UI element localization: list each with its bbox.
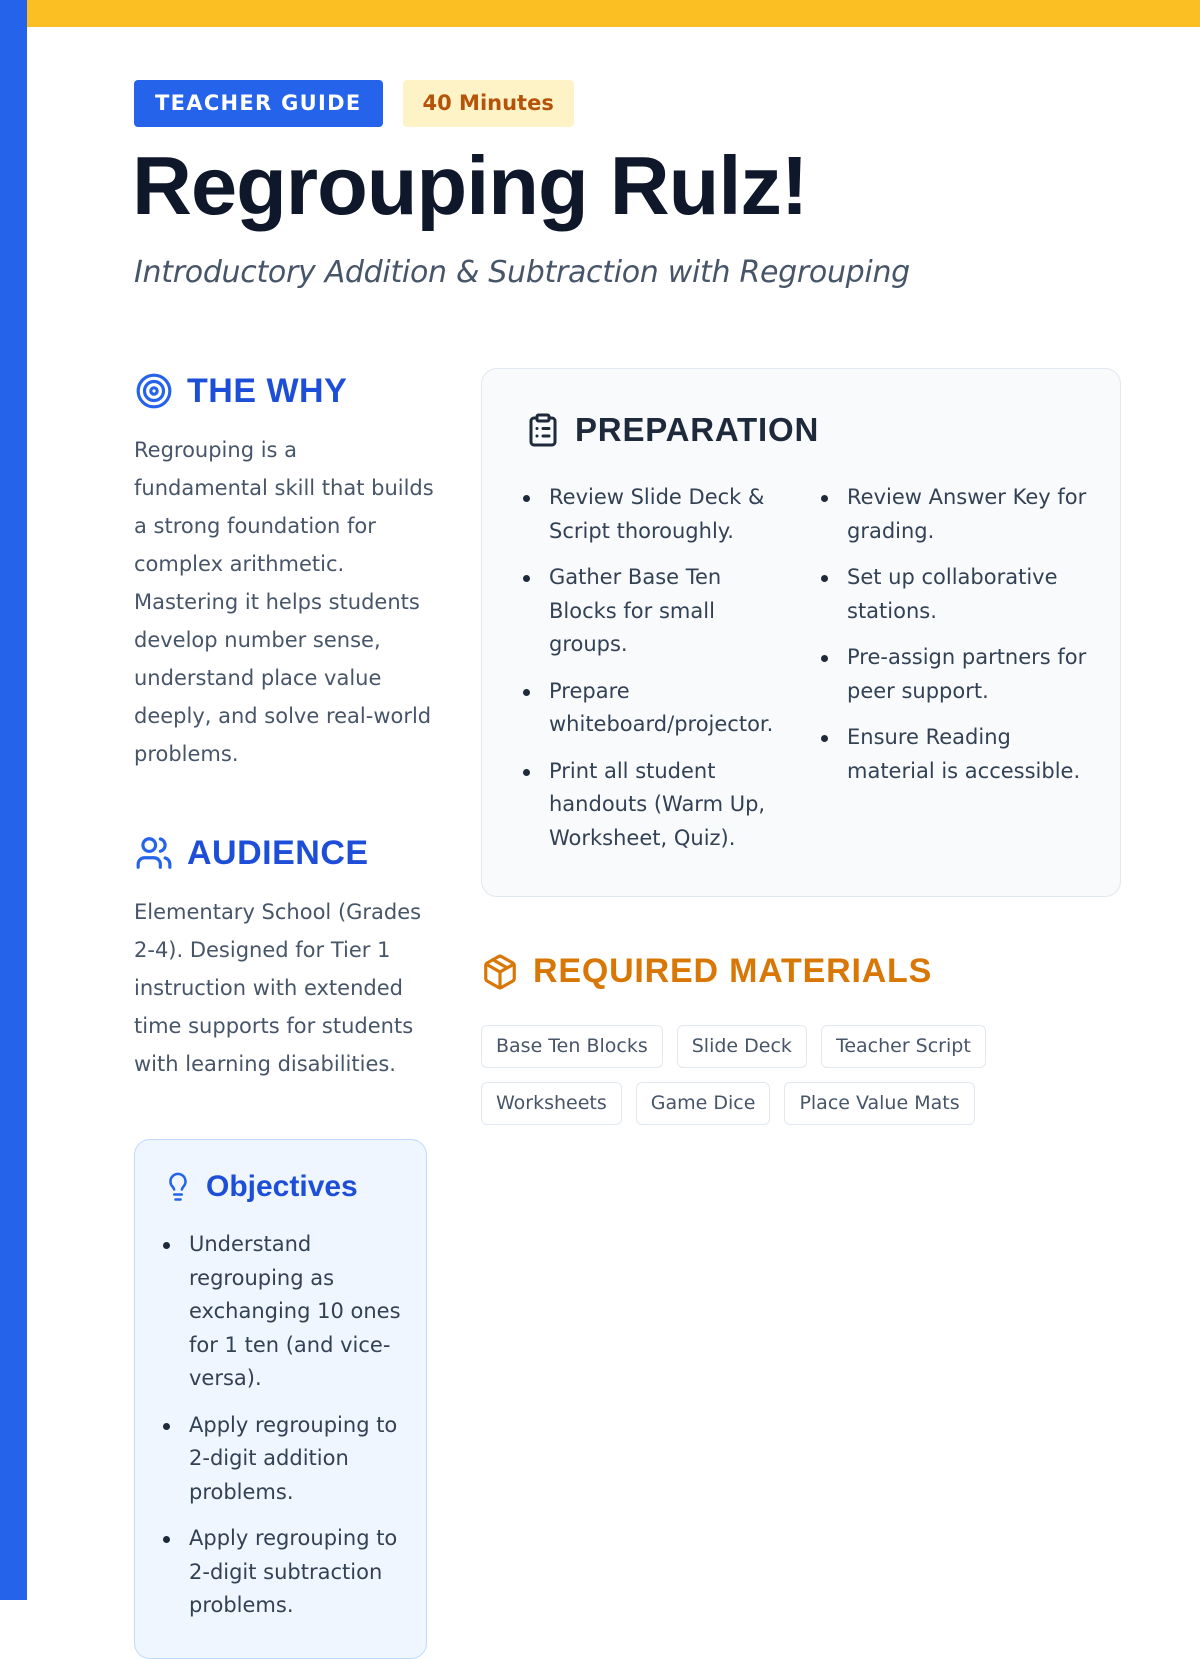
preparation-title: PREPARATION bbox=[575, 411, 820, 448]
teacher-guide-badge: TEACHER GUIDE bbox=[134, 80, 383, 127]
duration-badge: 40 Minutes bbox=[403, 80, 574, 127]
audience-heading bbox=[134, 833, 369, 873]
materials-tags bbox=[481, 1025, 1001, 1125]
preparation-list-left bbox=[549, 481, 789, 868]
list-item: Apply regrouping to 2-digit addition problems. bbox=[189, 1409, 409, 1510]
users-icon bbox=[134, 833, 174, 873]
preparation-heading bbox=[525, 411, 819, 449]
list-item: Prepare whiteboard/projector. bbox=[549, 675, 789, 742]
material-tag: Base Ten Blocks bbox=[481, 1025, 663, 1068]
list-item: Print all student handouts (Warm Up, Worksheet, Quiz). bbox=[549, 755, 789, 856]
material-tag: Slide Deck bbox=[677, 1025, 807, 1068]
objectives-card bbox=[134, 1139, 427, 1659]
left-accent-bar bbox=[0, 0, 27, 1600]
material-tag: Teacher Script bbox=[821, 1025, 986, 1068]
why-title: THE WHY bbox=[187, 371, 348, 410]
list-item: Set up collaborative stations. bbox=[847, 561, 1092, 628]
box-icon bbox=[481, 953, 519, 991]
audience-text: Elementary School (Grades 2-4). Designed for Tier 1 instruction with extended time supports for students with learning disabilities. bbox=[134, 900, 422, 1076]
materials-title: REQUIRED MATERIALS bbox=[533, 952, 933, 990]
list-item: Ensure Reading material is accessible. bbox=[847, 721, 1092, 788]
material-tag: Worksheets bbox=[481, 1082, 622, 1125]
list-item: Apply regrouping to 2-digit subtraction problems. bbox=[189, 1522, 409, 1623]
list-item: Gather Base Ten Blocks for small groups. bbox=[549, 561, 789, 662]
target-icon bbox=[134, 371, 174, 411]
header-badges bbox=[134, 80, 574, 127]
material-tag: Game Dice bbox=[636, 1082, 771, 1125]
why-heading bbox=[134, 371, 347, 411]
top-accent-bar bbox=[27, 0, 1200, 27]
page-subtitle: Introductory Addition & Subtraction with Regrouping bbox=[134, 255, 910, 290]
clipboard-icon bbox=[525, 412, 561, 448]
list-item: Review Answer Key for grading. bbox=[847, 481, 1092, 548]
preparation-list-right bbox=[847, 481, 1092, 801]
materials-heading bbox=[481, 952, 932, 991]
objectives-title: Objectives bbox=[206, 1170, 358, 1203]
list-item: Pre-assign partners for peer support. bbox=[847, 641, 1092, 708]
material-tag: Place Value Mats bbox=[784, 1082, 974, 1125]
page-title: Regrouping Rulz! bbox=[132, 139, 808, 232]
why-text: Regrouping is a fundamental skill that builds a strong foundation for complex arithmetic. Mastering it helps students develop number sense, understand place value deeply, and solve real-world problems. bbox=[134, 438, 434, 766]
list-item: Review Slide Deck & Script thoroughly. bbox=[549, 481, 789, 548]
objectives-heading bbox=[163, 1170, 358, 1204]
list-item: Understand regrouping as exchanging 10 ones for 1 ten (and vice-versa). bbox=[189, 1228, 409, 1396]
objectives-list bbox=[189, 1228, 409, 1636]
preparation-card bbox=[481, 368, 1121, 897]
lightbulb-icon bbox=[163, 1172, 193, 1202]
audience-title: AUDIENCE bbox=[187, 833, 369, 872]
